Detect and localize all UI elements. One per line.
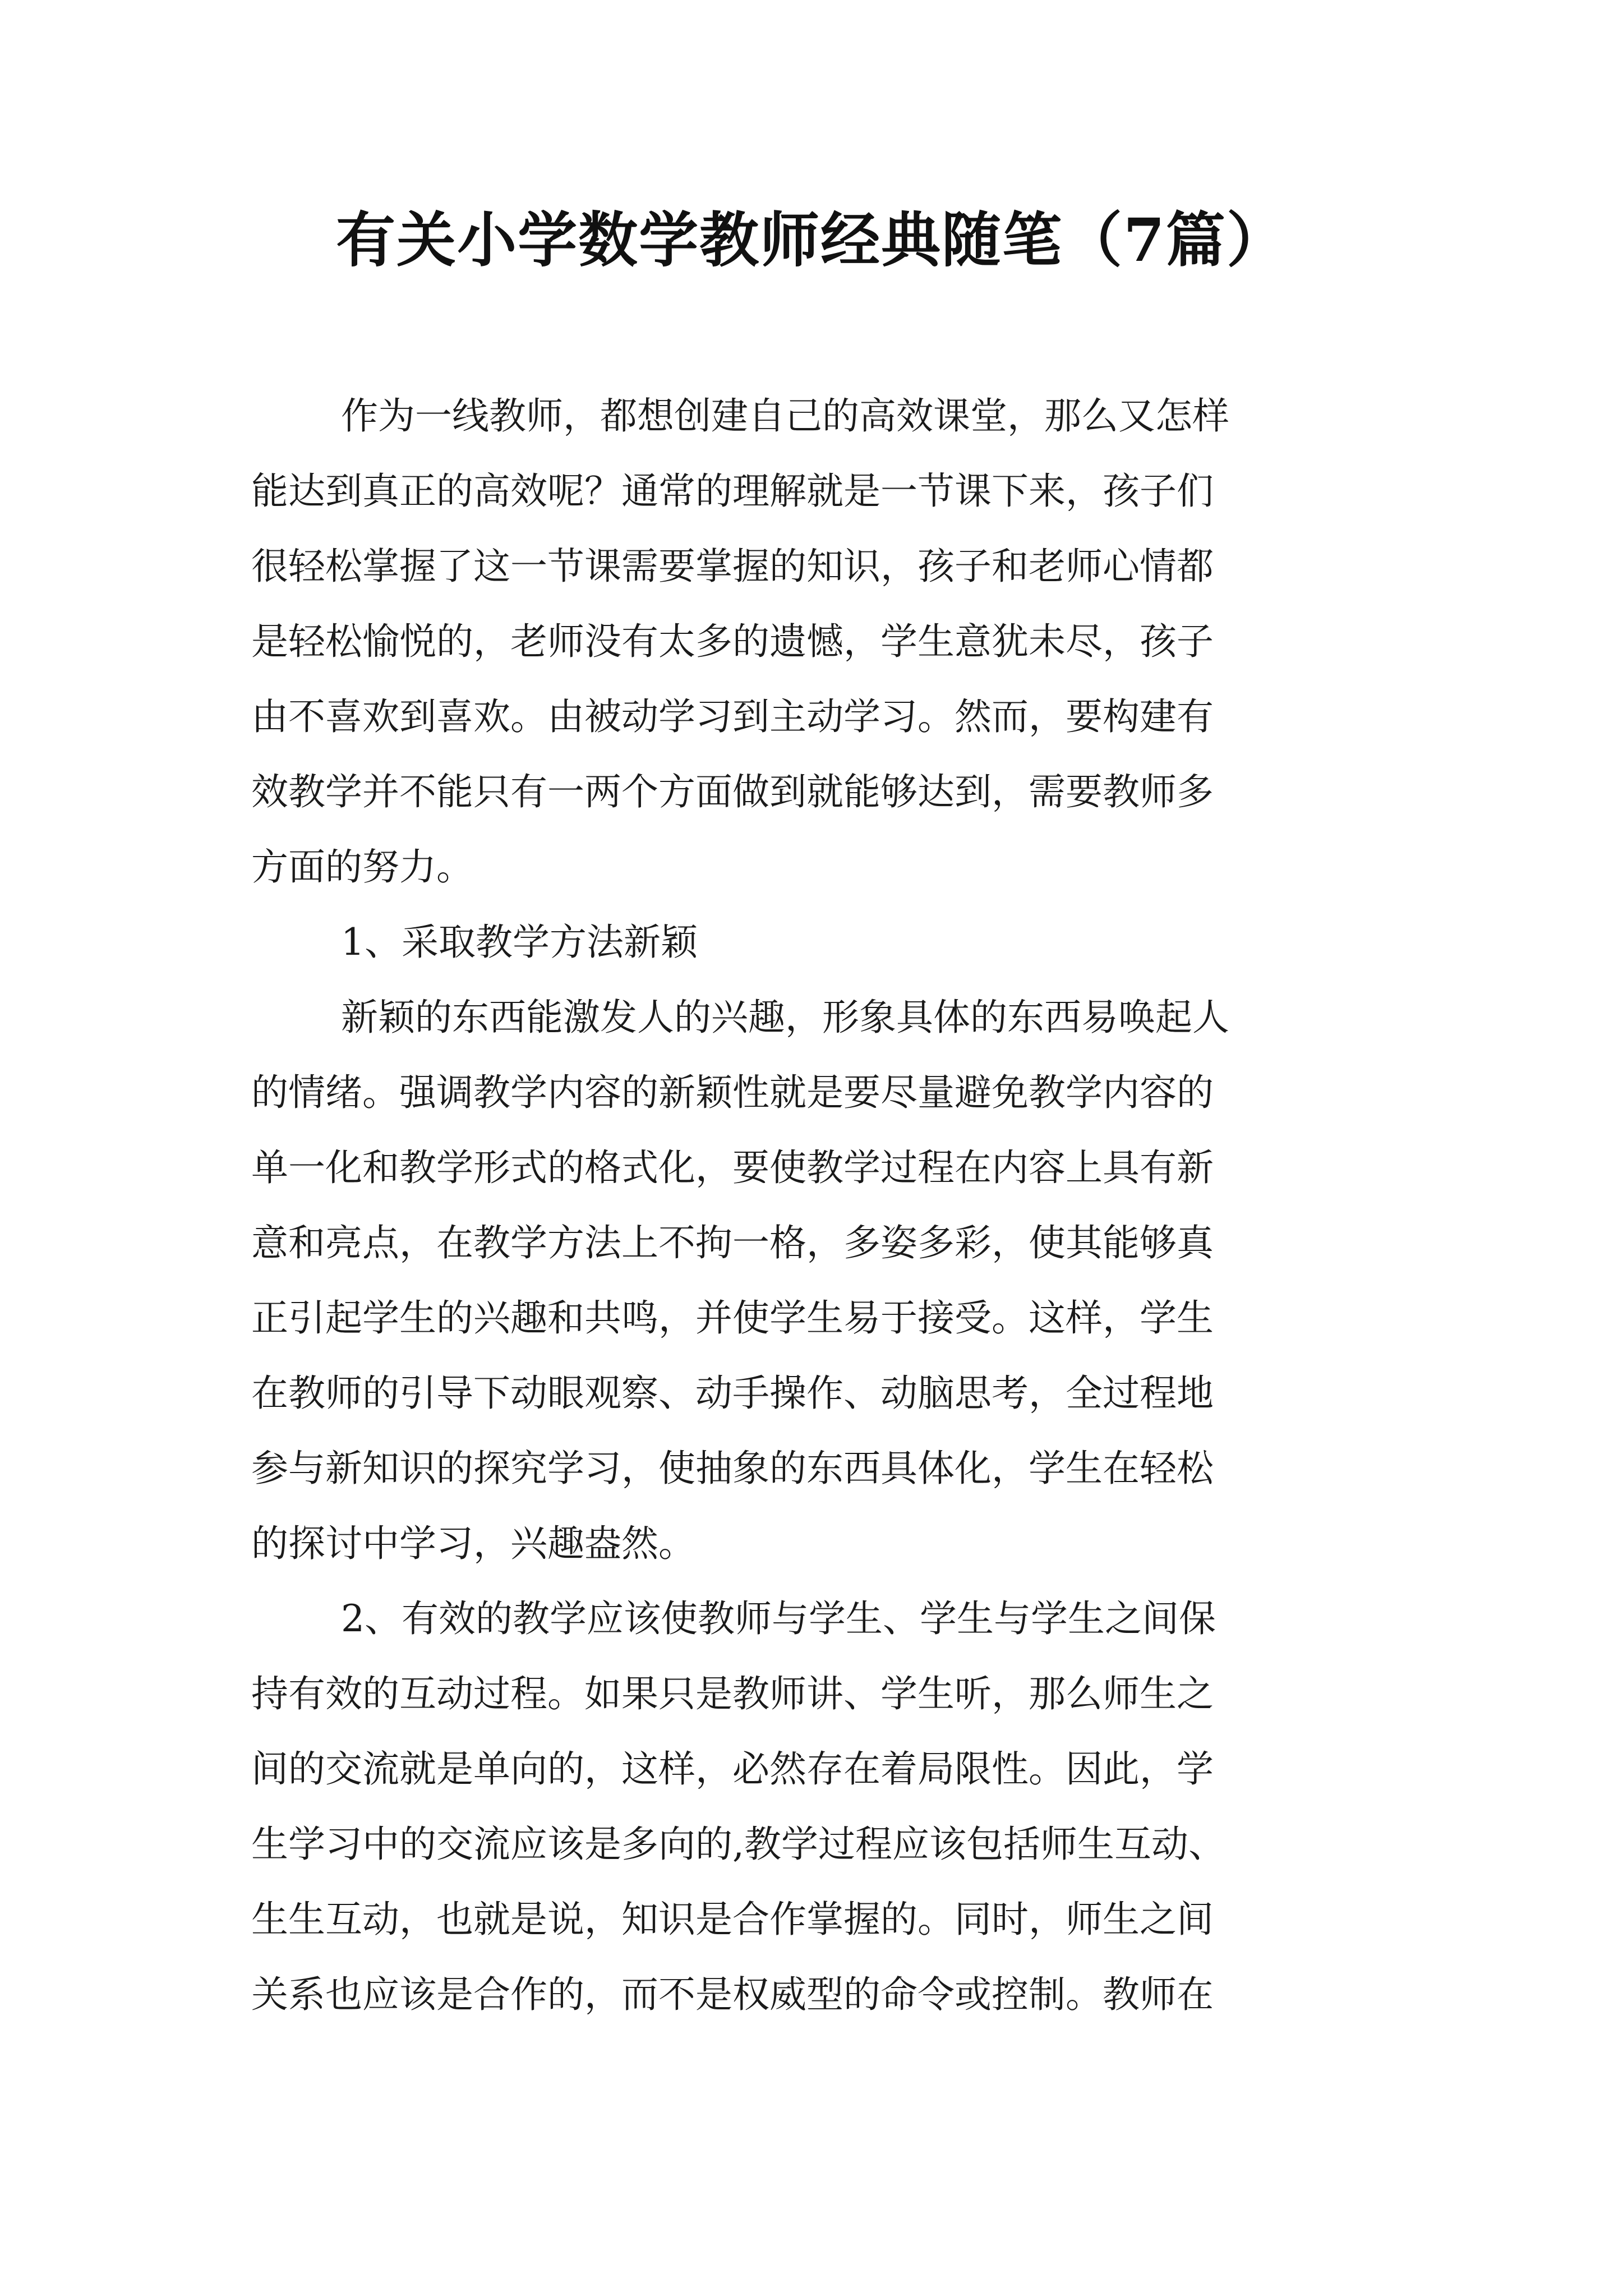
body-line: 2、有效的教学应该使教师与学生、学生与学生之间保 [341,1597,1216,1640]
body-line: 效教学并不能只有一两个方面做到就能够达到，需要教师多 [251,770,1214,813]
document-title: 有关小学数学教师经典随笔（7篇） [336,205,1287,275]
body-line: 生生互动，也就是说，知识是合作掌握的。同时，师生之间 [251,1898,1214,1941]
body-line: 是轻松愉悦的，老师没有太多的遗憾，学生意犹未尽，孩子 [251,620,1214,663]
body-line: 生学习中的交流应该是多向的,教学过程应该包括师生互动、 [251,1823,1225,1866]
body-line: 意和亮点，在教学方法上不拘一格，多姿多彩，使其能够真 [251,1221,1214,1264]
body-line: 作为一线教师，都想创建自己的高效课堂，那么又怎样 [341,394,1229,438]
body-line: 能达到真正的高效呢？通常的理解就是一节课下来，孩子们 [251,470,1214,513]
body-line: 由不喜欢到喜欢。由被动学习到主动学习。然而，要构建有 [251,695,1214,738]
body-line: 方面的努力。 [251,845,473,889]
body-line: 正引起学生的兴趣和共鸣，并使学生易于接受。这样，学生 [251,1296,1214,1340]
section-heading: 1、采取教学方法新颖 [341,921,698,964]
body-line: 持有效的互动过程。如果只是教师讲、学生听，那么师生之 [251,1672,1214,1715]
body-line: 的情绪。强调教学内容的新颖性就是要尽量避免教学内容的 [251,1071,1214,1114]
body-line: 的探讨中学习，兴趣盎然。 [251,1522,695,1565]
body-line: 很轻松掌握了这一节课需要掌握的知识，孩子和老师心情都 [251,545,1214,588]
body-line: 单一化和教学形式的格式化，要使教学过程在内容上具有新 [251,1146,1214,1189]
body-line: 关系也应该是合作的，而不是权威型的命令或控制。教师在 [251,1973,1214,2016]
body-line: 参与新知识的探究学习，使抽象的东西具体化，学生在轻松 [251,1447,1214,1490]
body-line: 间的交流就是单向的，这样，必然存在着局限性。因此，学 [251,1747,1214,1791]
body-line: 在教师的引导下动眼观察、动手操作、动脑思考，全过程地 [251,1372,1214,1415]
body-line: 新颖的东西能激发人的兴趣，形象具体的东西易唤起人 [341,996,1229,1039]
